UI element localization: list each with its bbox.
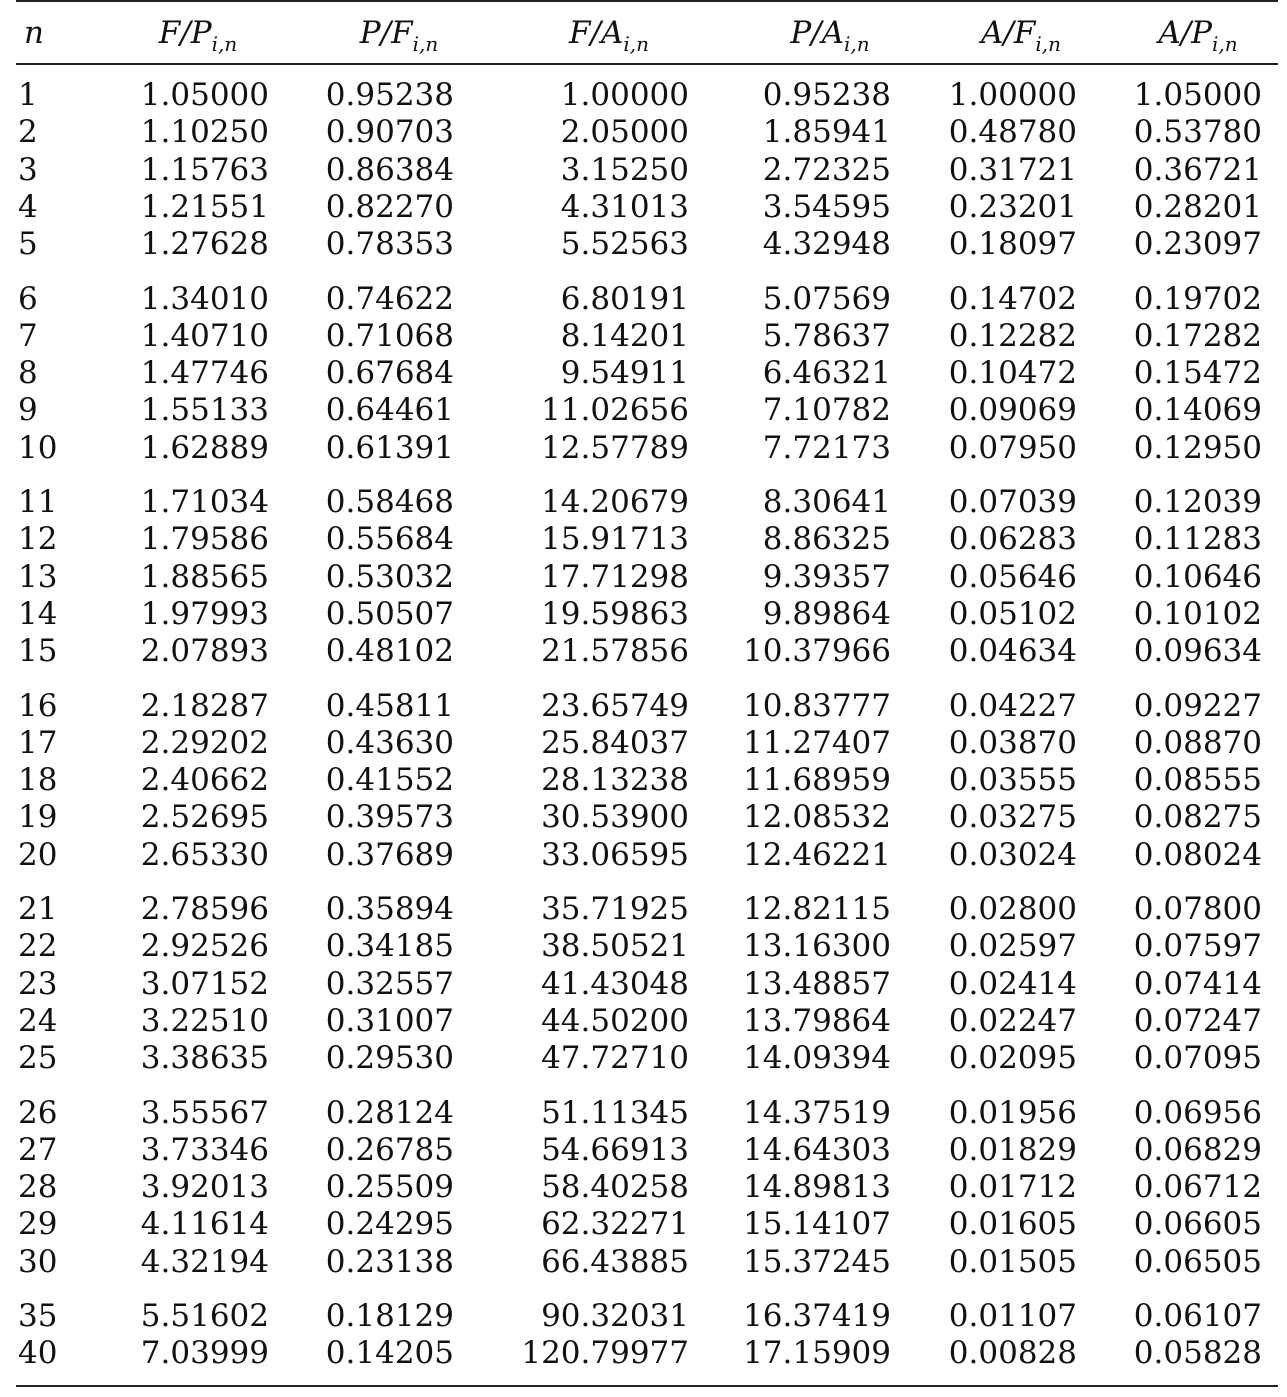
table-cell-f-over-p: 2.07893 <box>140 633 269 670</box>
table-cell-f-over-a: 62.32271 <box>541 1206 689 1243</box>
table-cell-a-over-p: 0.10646 <box>1133 558 1262 595</box>
table-cell-f-over-a: 1.00000 <box>560 77 689 113</box>
table-cell-a-over-f: 0.06283 <box>948 521 1077 558</box>
table-cell-p-over-a: 12.08532 <box>743 799 891 836</box>
column-header-main: n <box>24 15 44 51</box>
table-cell-a-over-p: 0.05828 <box>1133 1335 1262 1372</box>
table-cell-f-over-a: 58.40258 <box>541 1169 689 1206</box>
table-row-n-cell: 13 <box>18 558 58 595</box>
table-cell-a-over-p: 0.53780 <box>1133 114 1262 151</box>
table-cell-f-over-p: 2.52695 <box>140 799 269 836</box>
table-cell-f-over-a: 30.53900 <box>541 799 689 836</box>
table-row-n-cell: 30 <box>18 1243 58 1280</box>
table-cell-p-over-a: 6.46321 <box>762 355 891 392</box>
column-header-subscript: i,n <box>844 32 870 56</box>
table-cell-a-over-f: 0.01956 <box>948 1094 1077 1131</box>
table-cell-a-over-p: 0.06605 <box>1133 1206 1262 1243</box>
table-cell-p-over-f: 0.14205 <box>325 1335 454 1372</box>
column-header-subscript: i,n <box>1035 32 1061 56</box>
table-row-n-cell: 6 <box>18 280 38 317</box>
table-cell-p-over-a: 13.79864 <box>743 1002 891 1039</box>
table-cell-a-over-p: 0.07247 <box>1133 1002 1262 1039</box>
table-cell-p-over-a: 14.64303 <box>743 1131 891 1168</box>
table-cell-a-over-p: 0.08870 <box>1133 724 1262 761</box>
table-cell-f-over-a: 4.31013 <box>560 188 689 225</box>
table-cell-f-over-p: 1.55133 <box>140 392 269 429</box>
table-row-n-cell: 21 <box>18 891 58 927</box>
table-cell-p-over-a: 11.27407 <box>743 724 891 761</box>
table-cell-p-over-a: 3.54595 <box>762 188 891 225</box>
table-cell-p-over-a: 15.14107 <box>743 1206 891 1243</box>
table-cell-p-over-f: 0.95238 <box>325 77 454 113</box>
table-cell-a-over-p: 0.23097 <box>1133 226 1262 263</box>
table-cell-f-over-p: 1.05000 <box>140 77 269 113</box>
table-bottom-rule <box>16 1385 1278 1387</box>
table-cell-f-over-a: 51.11345 <box>541 1094 689 1131</box>
table-cell-f-over-p: 1.79586 <box>140 521 269 558</box>
table-cell-f-over-a: 120.79977 <box>521 1335 689 1372</box>
table-cell-a-over-f: 0.09069 <box>948 392 1077 429</box>
table-top-rule <box>16 0 1278 2</box>
table-cell-a-over-f: 0.31721 <box>948 151 1077 188</box>
table-cell-f-over-a: 28.13238 <box>541 762 689 799</box>
column-header-main: F/A <box>569 15 624 51</box>
table-cell-p-over-f: 0.39573 <box>325 799 454 836</box>
table-cell-a-over-f: 0.01107 <box>948 1298 1077 1334</box>
table-cell-f-over-p: 1.40710 <box>140 317 269 354</box>
table-row-n-cell: 3 <box>18 151 38 188</box>
table-cell-a-over-p: 0.09634 <box>1133 633 1262 670</box>
table-row-n-cell: 40 <box>18 1335 58 1372</box>
table-cell-f-over-a: 6.80191 <box>560 280 689 317</box>
table-cell-f-over-a: 47.72710 <box>541 1040 689 1077</box>
table-cell-f-over-a: 5.52563 <box>560 226 689 263</box>
table-cell-p-over-f: 0.23138 <box>325 1243 454 1280</box>
column-header-f-over-a <box>569 14 649 56</box>
table-cell-a-over-p: 0.08555 <box>1133 762 1262 799</box>
table-cell-a-over-f: 0.14702 <box>948 280 1077 317</box>
table-cell-p-over-f: 0.86384 <box>325 151 454 188</box>
table-cell-p-over-f: 0.32557 <box>325 965 454 1002</box>
table-cell-a-over-p: 1.05000 <box>1133 77 1262 113</box>
table-cell-f-over-p: 1.97993 <box>140 595 269 632</box>
table-row-n-cell: 29 <box>18 1206 58 1243</box>
table-cell-p-over-a: 0.95238 <box>762 77 891 113</box>
table-cell-p-over-a: 13.48857 <box>743 965 891 1002</box>
table-cell-f-over-a: 90.32031 <box>541 1298 689 1334</box>
table-cell-a-over-f: 0.03870 <box>948 724 1077 761</box>
table-cell-a-over-f: 0.10472 <box>948 355 1077 392</box>
column-header-p-over-f <box>359 14 439 56</box>
table-cell-a-over-f: 0.05102 <box>948 595 1077 632</box>
table-cell-f-over-a: 35.71925 <box>541 891 689 927</box>
table-cell-p-over-f: 0.50507 <box>325 595 454 632</box>
table-cell-a-over-p: 0.07095 <box>1133 1040 1262 1077</box>
table-cell-f-over-a: 25.84037 <box>541 724 689 761</box>
table-row-n-cell: 22 <box>18 928 58 965</box>
table-cell-f-over-p: 3.73346 <box>140 1131 269 1168</box>
table-cell-f-over-p: 3.07152 <box>140 965 269 1002</box>
table-cell-p-over-f: 0.53032 <box>325 558 454 595</box>
table-row-n-cell: 1 <box>18 77 38 113</box>
table-cell-f-over-a: 19.59863 <box>541 595 689 632</box>
table-cell-p-over-f: 0.74622 <box>325 280 454 317</box>
table-cell-f-over-p: 3.22510 <box>140 1002 269 1039</box>
table-cell-p-over-a: 1.85941 <box>762 114 891 151</box>
table-cell-p-over-f: 0.31007 <box>325 1002 454 1039</box>
table-cell-a-over-f: 0.01605 <box>948 1206 1077 1243</box>
table-cell-p-over-a: 10.83777 <box>743 687 891 724</box>
table-cell-f-over-a: 41.43048 <box>541 965 689 1002</box>
table-cell-a-over-p: 0.15472 <box>1133 355 1262 392</box>
column-header-subscript: i,n <box>1212 32 1238 56</box>
table-cell-p-over-f: 0.25509 <box>325 1169 454 1206</box>
table-cell-f-over-a: 8.14201 <box>560 317 689 354</box>
table-cell-p-over-a: 16.37419 <box>743 1298 891 1334</box>
table-row-n-cell: 4 <box>18 188 38 225</box>
table-row-n-cell: 19 <box>18 799 58 836</box>
table-cell-p-over-f: 0.82270 <box>325 188 454 225</box>
table-cell-p-over-a: 9.39357 <box>762 558 891 595</box>
column-header-f-over-p <box>158 14 238 56</box>
table-cell-p-over-f: 0.29530 <box>325 1040 454 1077</box>
table-cell-a-over-p: 0.12950 <box>1133 429 1262 466</box>
table-cell-f-over-p: 1.21551 <box>140 188 269 225</box>
table-cell-f-over-p: 1.27628 <box>140 226 269 263</box>
table-cell-a-over-p: 0.12039 <box>1133 484 1262 520</box>
table-cell-a-over-p: 0.08275 <box>1133 799 1262 836</box>
table-row-n-cell: 25 <box>18 1040 58 1077</box>
table-row-n-cell: 7 <box>18 317 38 354</box>
table-cell-f-over-p: 1.34010 <box>140 280 269 317</box>
column-header-a-over-p <box>1158 14 1238 56</box>
table-cell-a-over-p: 0.06505 <box>1133 1243 1262 1280</box>
table-cell-p-over-f: 0.41552 <box>325 762 454 799</box>
table-cell-f-over-a: 21.57856 <box>541 633 689 670</box>
table-row-n-cell: 23 <box>18 965 58 1002</box>
table-cell-a-over-f: 0.07039 <box>948 484 1077 520</box>
table-cell-p-over-a: 11.68959 <box>743 762 891 799</box>
table-cell-f-over-p: 3.92013 <box>140 1169 269 1206</box>
table-row-n-cell: 20 <box>18 836 58 873</box>
column-header-subscript: i,n <box>211 32 238 56</box>
table-cell-a-over-f: 0.02800 <box>948 891 1077 927</box>
table-row-n-cell: 2 <box>18 114 38 151</box>
table-cell-a-over-p: 0.07414 <box>1133 965 1262 1002</box>
table-cell-p-over-f: 0.43630 <box>325 724 454 761</box>
table-cell-a-over-p: 0.14069 <box>1133 392 1262 429</box>
column-header-main: A/F <box>981 15 1036 51</box>
table-cell-a-over-p: 0.17282 <box>1133 317 1262 354</box>
table-cell-a-over-p: 0.07800 <box>1133 891 1262 927</box>
column-header-n <box>24 14 44 52</box>
table-cell-a-over-p: 0.06829 <box>1133 1131 1262 1168</box>
table-row-n-cell: 10 <box>18 429 58 466</box>
table-row-n-cell: 35 <box>18 1298 58 1334</box>
table-cell-a-over-p: 0.06107 <box>1133 1298 1262 1334</box>
table-header-rule <box>16 63 1278 65</box>
table-cell-a-over-f: 0.03275 <box>948 799 1077 836</box>
column-header-main: P/F <box>359 15 413 51</box>
table-cell-f-over-p: 1.15763 <box>140 151 269 188</box>
table-cell-a-over-f: 0.04634 <box>948 633 1077 670</box>
table-cell-f-over-a: 33.06595 <box>541 836 689 873</box>
table-cell-a-over-f: 0.03024 <box>948 836 1077 873</box>
table-cell-a-over-f: 0.18097 <box>948 226 1077 263</box>
table-cell-f-over-p: 4.11614 <box>140 1206 269 1243</box>
table-cell-p-over-a: 5.07569 <box>762 280 891 317</box>
table-cell-p-over-a: 2.72325 <box>762 151 891 188</box>
table-cell-f-over-p: 7.03999 <box>140 1335 269 1372</box>
table-cell-f-over-p: 3.38635 <box>140 1040 269 1077</box>
table-row-n-cell: 14 <box>18 595 58 632</box>
table-cell-p-over-f: 0.45811 <box>325 687 454 724</box>
table-cell-f-over-p: 2.29202 <box>140 724 269 761</box>
table-cell-f-over-a: 38.50521 <box>541 928 689 965</box>
table-cell-a-over-p: 0.36721 <box>1133 151 1262 188</box>
table-cell-f-over-a: 9.54911 <box>560 355 689 392</box>
table-cell-f-over-a: 2.05000 <box>560 114 689 151</box>
table-cell-a-over-f: 0.02597 <box>948 928 1077 965</box>
table-cell-f-over-p: 2.78596 <box>140 891 269 927</box>
table-cell-f-over-p: 1.47746 <box>140 355 269 392</box>
table-cell-a-over-f: 0.01505 <box>948 1243 1077 1280</box>
table-cell-f-over-p: 1.71034 <box>140 484 269 520</box>
table-cell-p-over-f: 0.35894 <box>325 891 454 927</box>
table-cell-p-over-f: 0.90703 <box>325 114 454 151</box>
table-row-n-cell: 24 <box>18 1002 58 1039</box>
table-cell-f-over-a: 54.66913 <box>541 1131 689 1168</box>
table-cell-f-over-a: 15.91713 <box>541 521 689 558</box>
column-header-subscript: i,n <box>623 32 649 56</box>
table-cell-p-over-f: 0.67684 <box>325 355 454 392</box>
table-cell-a-over-p: 0.19702 <box>1133 280 1262 317</box>
table-row-n-cell: 12 <box>18 521 58 558</box>
table-cell-p-over-f: 0.58468 <box>325 484 454 520</box>
table-cell-f-over-p: 2.40662 <box>140 762 269 799</box>
table-cell-f-over-a: 44.50200 <box>541 1002 689 1039</box>
table-cell-a-over-f: 0.01829 <box>948 1131 1077 1168</box>
table-cell-p-over-f: 0.61391 <box>325 429 454 466</box>
table-cell-a-over-p: 0.28201 <box>1133 188 1262 225</box>
table-cell-p-over-a: 8.30641 <box>762 484 891 520</box>
table-cell-p-over-f: 0.26785 <box>325 1131 454 1168</box>
table-row-n-cell: 16 <box>18 687 58 724</box>
table-row-n-cell: 8 <box>18 355 38 392</box>
table-cell-p-over-f: 0.28124 <box>325 1094 454 1131</box>
table-cell-a-over-f: 0.07950 <box>948 429 1077 466</box>
table-cell-a-over-f: 0.12282 <box>948 317 1077 354</box>
table-row-n-cell: 17 <box>18 724 58 761</box>
table-cell-f-over-p: 1.10250 <box>140 114 269 151</box>
table-cell-f-over-a: 3.15250 <box>560 151 689 188</box>
table-cell-a-over-p: 0.10102 <box>1133 595 1262 632</box>
table-cell-a-over-f: 0.02414 <box>948 965 1077 1002</box>
table-cell-p-over-f: 0.55684 <box>325 521 454 558</box>
table-row-n-cell: 15 <box>18 633 58 670</box>
table-cell-p-over-a: 7.72173 <box>762 429 891 466</box>
table-cell-f-over-p: 2.92526 <box>140 928 269 965</box>
table-cell-a-over-f: 0.02247 <box>948 1002 1077 1039</box>
table-cell-a-over-f: 0.23201 <box>948 188 1077 225</box>
table-row-n-cell: 11 <box>18 484 58 520</box>
table-cell-p-over-f: 0.34185 <box>325 928 454 965</box>
column-header-subscript: i,n <box>412 32 439 56</box>
table-cell-a-over-f: 0.01712 <box>948 1169 1077 1206</box>
table-cell-p-over-f: 0.78353 <box>325 226 454 263</box>
table-cell-p-over-a: 14.37519 <box>743 1094 891 1131</box>
table-cell-f-over-p: 4.32194 <box>140 1243 269 1280</box>
table-cell-p-over-a: 5.78637 <box>762 317 891 354</box>
table-cell-p-over-f: 0.71068 <box>325 317 454 354</box>
table-cell-p-over-a: 8.86325 <box>762 521 891 558</box>
table-cell-a-over-p: 0.06956 <box>1133 1094 1262 1131</box>
table-cell-f-over-p: 2.65330 <box>140 836 269 873</box>
table-cell-p-over-f: 0.48102 <box>325 633 454 670</box>
table-cell-p-over-a: 12.46221 <box>743 836 891 873</box>
table-row-n-cell: 26 <box>18 1094 58 1131</box>
table-cell-p-over-a: 14.89813 <box>743 1169 891 1206</box>
table-row-n-cell: 9 <box>18 392 38 429</box>
table-cell-p-over-f: 0.37689 <box>325 836 454 873</box>
table-cell-p-over-a: 4.32948 <box>762 226 891 263</box>
table-cell-f-over-a: 17.71298 <box>541 558 689 595</box>
table-cell-f-over-a: 11.02656 <box>541 392 689 429</box>
table-cell-p-over-a: 13.16300 <box>743 928 891 965</box>
table-cell-f-over-a: 14.20679 <box>541 484 689 520</box>
table-cell-f-over-a: 66.43885 <box>541 1243 689 1280</box>
table-cell-a-over-p: 0.07597 <box>1133 928 1262 965</box>
table-cell-p-over-a: 9.89864 <box>762 595 891 632</box>
table-cell-p-over-a: 17.15909 <box>743 1335 891 1372</box>
column-header-main: F/P <box>158 15 212 51</box>
table-cell-a-over-f: 0.05646 <box>948 558 1077 595</box>
table-cell-f-over-a: 23.65749 <box>541 687 689 724</box>
table-cell-a-over-f: 0.48780 <box>948 114 1077 151</box>
column-header-a-over-f <box>981 14 1061 56</box>
table-cell-a-over-f: 0.00828 <box>948 1335 1077 1372</box>
table-row-n-cell: 18 <box>18 762 58 799</box>
table-cell-f-over-p: 5.51602 <box>140 1298 269 1334</box>
table-cell-p-over-a: 14.09394 <box>743 1040 891 1077</box>
column-header-main: P/A <box>790 15 845 51</box>
table-cell-p-over-a: 7.10782 <box>762 392 891 429</box>
table-row-n-cell: 27 <box>18 1131 58 1168</box>
table-cell-a-over-f: 1.00000 <box>948 77 1077 113</box>
table-cell-p-over-f: 0.64461 <box>325 392 454 429</box>
table-cell-a-over-f: 0.04227 <box>948 687 1077 724</box>
table-cell-a-over-p: 0.06712 <box>1133 1169 1262 1206</box>
table-cell-p-over-a: 15.37245 <box>743 1243 891 1280</box>
table-cell-f-over-p: 1.88565 <box>140 558 269 595</box>
table-cell-f-over-p: 3.55567 <box>140 1094 269 1131</box>
table-cell-f-over-a: 12.57789 <box>541 429 689 466</box>
table-row-n-cell: 28 <box>18 1169 58 1206</box>
table-cell-a-over-p: 0.11283 <box>1133 521 1262 558</box>
table-cell-a-over-p: 0.08024 <box>1133 836 1262 873</box>
table-cell-p-over-f: 0.18129 <box>325 1298 454 1334</box>
table-cell-f-over-p: 2.18287 <box>140 687 269 724</box>
table-cell-a-over-p: 0.09227 <box>1133 687 1262 724</box>
column-header-p-over-a <box>790 14 870 56</box>
table-cell-p-over-a: 12.82115 <box>743 891 891 927</box>
table-cell-p-over-f: 0.24295 <box>325 1206 454 1243</box>
column-header-main: A/P <box>1158 15 1213 51</box>
table-cell-a-over-f: 0.03555 <box>948 762 1077 799</box>
table-cell-f-over-p: 1.62889 <box>140 429 269 466</box>
table-row-n-cell: 5 <box>18 226 38 263</box>
table-cell-p-over-a: 10.37966 <box>743 633 891 670</box>
table-cell-a-over-f: 0.02095 <box>948 1040 1077 1077</box>
